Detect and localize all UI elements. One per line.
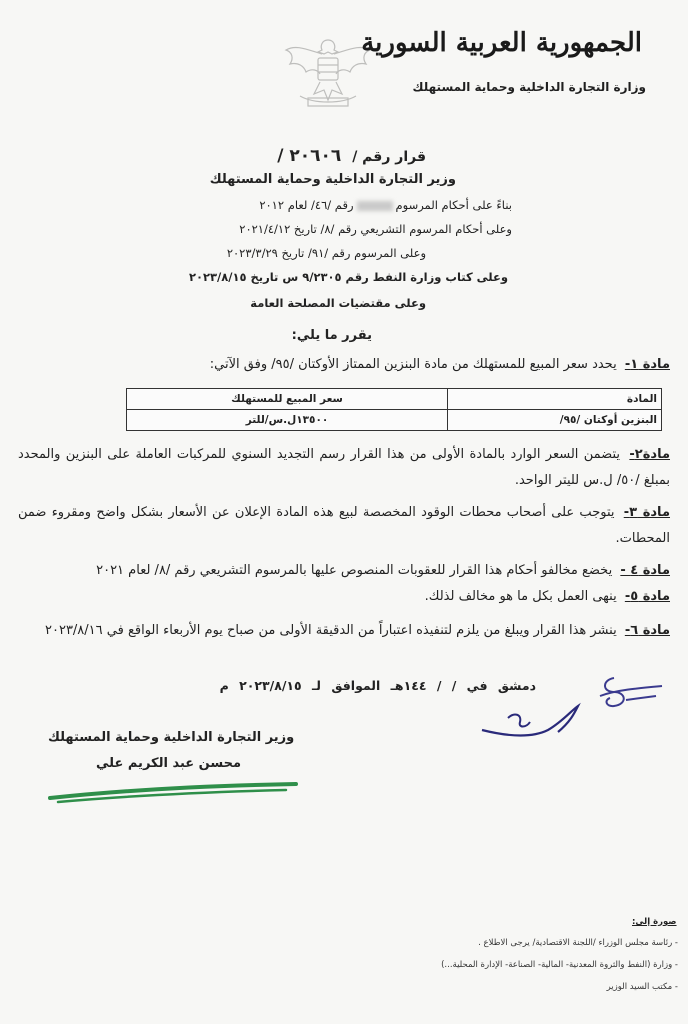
preamble-text: بناءً على أحكام المرسوم <box>395 198 512 212</box>
article-label: مادة ٤ - <box>620 563 670 578</box>
decision-label: قرار رقم / <box>352 149 426 165</box>
table-header-cell: المادة <box>448 389 662 410</box>
copies-title: صورة إلى: <box>632 917 677 927</box>
price-table <box>126 388 662 431</box>
copy-item: - وزارة (النفط والثروة المعدنية- المالية- الصناعة- الإدارة المحلية...) <box>441 960 678 970</box>
initials-signature-icon <box>596 670 666 712</box>
article-label: مادة٢- <box>629 447 670 462</box>
decision-number <box>277 146 426 166</box>
article-text: يخضع مخالفو أحكام هذا القرار للعقوبات المنصوص عليها بالمرسوم التشريعي رقم /٨/ لعام ٢٠٢١ <box>96 563 613 578</box>
signatory-name: محسن عبد الكريم علي <box>96 756 242 771</box>
preamble-line: وعلى المرسوم رقم /٩١/ تاريخ ٢٠٢٣/٣/٢٩ <box>226 246 426 260</box>
preamble-text: رقم /٤٦/ لعام ٢٠١٢ <box>259 198 354 212</box>
table-header-cell: سعر المبيع للمستهلك <box>127 389 448 410</box>
article-text: ينشر هذا القرار ويبلغ من يلزم لتنفيذه اعتباراً من الدقيقة الأولى من صباح يوم الأربعاء الواقع في ٢٠٢٣/٨/١٦ <box>45 623 617 638</box>
green-signature-icon <box>46 776 302 806</box>
article-text: يحدد سعر المبيع للمستهلك من مادة البنزين الممتاز الأوكتان /٩٥/ وفق الآتي: <box>209 357 617 372</box>
copy-item: - مكتب السيد الوزير <box>606 982 678 992</box>
handwritten-signature-icon <box>478 700 588 746</box>
article-1 <box>18 352 670 378</box>
redacted-mark <box>357 201 393 211</box>
article-text: ينهى العمل بكل ما هو مخالف لذلك. <box>424 589 617 604</box>
republic-title: الجمهورية العربية السورية <box>361 28 642 58</box>
decision-number-value: ٢٠٦٠٦ / <box>277 146 342 166</box>
article-label: مادة ١- <box>624 357 670 372</box>
decides-heading: يقرر ما يلي: <box>291 328 372 343</box>
article-6 <box>18 618 670 644</box>
issuer-title: وزير التجارة الداخلية وحماية المستهلك <box>209 172 456 187</box>
preamble-line: وعلى أحكام المرسوم التشريعي رقم /٨/ تاريخ ٢٠٢١/٤/١٢ <box>239 222 512 236</box>
copy-item: - رئاسة مجلس الوزراء /اللجنة الاقتصادية/ يرجى الاطلاع . <box>478 938 678 948</box>
article-text: يتوجب على أصحاب محطات الوقود المخصصة لبيع هذه المادة الإعلان عن الأسعار بشكل واضح ومقروء ضمن المحطات. <box>18 505 670 546</box>
table-cell: ١٣٥٠٠ل.س/للتر <box>127 410 448 431</box>
table-row <box>127 410 662 431</box>
article-text: يتضمن السعر الوارد بالمادة الأولى من هذا القرار رسم التجديد السنوي للمركبات العاملة على البنزين والمحدد بمبلغ /٥٠/ ل.س لليتر الواحد. <box>18 447 670 488</box>
article-5 <box>18 584 670 610</box>
preamble-line: وعلى مقتضيات المصلحة العامة <box>250 296 426 310</box>
article-label: مادة ٣- <box>623 505 670 520</box>
ministry-title: وزارة التجارة الداخلية وحماية المستهلك <box>412 80 646 94</box>
article-3 <box>18 500 670 552</box>
article-2 <box>18 442 670 494</box>
preamble-line: وعلى كتاب وزارة النفط رقم ٩/٢٣٠٥ س تاريخ ٢٠٢٣/٨/١٥ <box>188 270 508 284</box>
table-cell: البنزين أوكتان /٩٥/ <box>448 410 662 431</box>
article-4 <box>18 558 670 584</box>
table-header-row <box>127 389 662 410</box>
date-line: دمشق في / / ١٤٤هـ الموافق لـ ٢٠٢٣/٨/١٥ م <box>219 678 536 693</box>
article-label: مادة ٥- <box>624 589 670 604</box>
signatory-title: وزير التجارة الداخلية وحماية المستهلك <box>48 730 295 745</box>
article-label: مادة ٦- <box>624 623 670 638</box>
preamble-line <box>259 198 512 212</box>
